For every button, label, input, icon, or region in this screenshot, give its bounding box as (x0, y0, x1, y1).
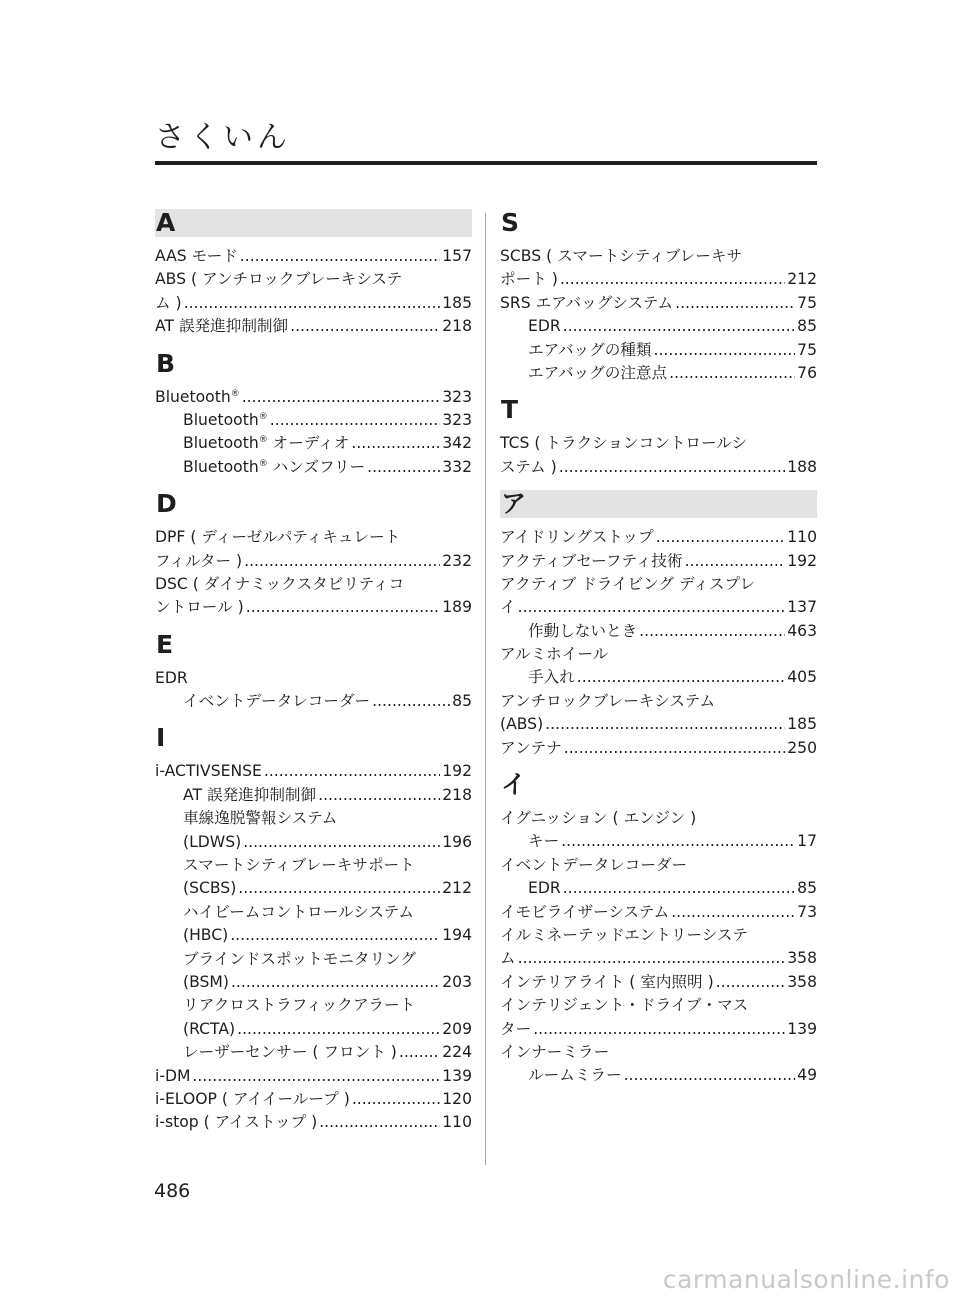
entry-page: 85 (797, 317, 817, 336)
entry-text: (SCBS) (183, 879, 237, 898)
index-entry (155, 948, 472, 971)
leader-dots (518, 947, 786, 970)
leader-dots (240, 245, 440, 268)
entry-page: 110 (442, 1113, 472, 1132)
entry-text: ントロール ) (155, 598, 244, 617)
leader-dots (559, 456, 786, 479)
index-entry[interactable] (155, 690, 472, 713)
leader-dots (561, 830, 795, 853)
entry-text: AAS モード (155, 247, 238, 265)
index-column-left (155, 209, 472, 1146)
entry-text: アクティブ ドライビング ディスプレ (500, 574, 756, 593)
index-section-b (155, 350, 472, 480)
entry-text: AT 誤発進抑制制御 (183, 785, 317, 804)
entry-page: 323 (442, 410, 472, 429)
entry-page: 75 (797, 340, 817, 359)
entry-text: SCBS ( スマートシティブレーキサ (500, 247, 743, 265)
leader-dots (669, 362, 795, 385)
index-entry (500, 643, 817, 666)
index-entry (155, 526, 472, 549)
index-entry (500, 807, 817, 830)
index-entry[interactable] (155, 1041, 472, 1064)
leader-dots (270, 409, 441, 432)
index-entry[interactable] (155, 784, 472, 807)
leader-dots (184, 292, 441, 315)
entry-text: i-ACTIVSENSE (155, 762, 262, 781)
entry-text: DSC ( ダイナミックスタビリティコ (155, 574, 405, 593)
index-entry[interactable] (500, 901, 817, 924)
index-entry[interactable] (500, 971, 817, 994)
entry-text: インテリアライト ( 室内照明 ) (500, 972, 714, 991)
index-entry (155, 994, 472, 1017)
section-heading: E (156, 629, 174, 659)
entry-text: スマートシティブレーキサポート (183, 856, 415, 875)
entry-text: ブラインドスポットモニタリング (183, 949, 416, 968)
entry-text: i-DM (155, 1066, 191, 1085)
index-entry[interactable] (500, 947, 817, 970)
entry-page: 185 (787, 715, 817, 734)
entry-page: 192 (442, 762, 472, 781)
entry-page: 196 (442, 832, 472, 851)
entry-text: (HBC) (183, 926, 229, 945)
index-entry[interactable] (155, 315, 472, 338)
entry-text: AT 誤発進抑制制御 (155, 317, 289, 336)
entry-page: 139 (442, 1066, 472, 1085)
entry-text: エアバッグの注意点 (528, 363, 668, 382)
entry-page: 250 (787, 738, 817, 757)
entry-page: 405 (787, 668, 817, 687)
entry-text: レーザーセンサー ( フロント ) (183, 1043, 397, 1062)
leader-dots (372, 690, 450, 713)
leader-dots (671, 901, 795, 924)
entry-page: 189 (442, 598, 472, 617)
index-section-a-kana (500, 490, 817, 760)
index-entry[interactable] (500, 830, 817, 853)
entry-page: 192 (787, 551, 817, 570)
index-entry[interactable] (155, 1088, 472, 1111)
index-entry (500, 690, 817, 713)
entry-text: Bluetooth® (155, 387, 240, 406)
index-entry (500, 1041, 817, 1064)
leader-dots (624, 1064, 796, 1087)
entry-page: 218 (442, 317, 472, 336)
leader-dots (367, 456, 440, 479)
index-entry[interactable] (155, 971, 472, 994)
entry-page: 209 (442, 1019, 472, 1038)
section-heading: T (501, 395, 519, 425)
registered-mark: ® (258, 435, 268, 446)
entry-text: アクティブセーフティ技術 (500, 551, 683, 570)
entry-text: (RCTA) (183, 1019, 236, 1038)
index-entry[interactable] (500, 620, 817, 643)
leader-dots (230, 924, 440, 947)
leader-dots (639, 620, 785, 643)
entry-text: 車線逸脱警報システム (183, 809, 338, 828)
index-entry[interactable] (155, 1018, 472, 1041)
leader-dots (675, 292, 795, 315)
index-entry (500, 854, 817, 877)
entry-page: 358 (787, 949, 817, 968)
index-entry[interactable] (500, 713, 817, 736)
index-entry (500, 994, 817, 1017)
entry-page: 17 (797, 832, 817, 851)
leader-dots (533, 1018, 785, 1041)
title-rule (155, 161, 817, 165)
entry-text: ABS ( アンチロックブレーキシステ (155, 270, 403, 289)
entry-text: ステム ) (500, 457, 557, 476)
entry-text: Bluetooth® (183, 410, 268, 429)
leader-dots (246, 596, 441, 619)
index-entry[interactable] (500, 456, 817, 479)
index-entry (500, 924, 817, 947)
entry-text: Bluetooth® オーディオ (183, 434, 350, 453)
leader-dots (656, 526, 786, 549)
entry-text: i-ELOOP ( アイイーループ ) (155, 1089, 350, 1108)
section-heading: B (156, 348, 176, 378)
entry-page: 212 (787, 270, 817, 289)
entry-text: アンチロックブレーキシステム (500, 691, 716, 710)
leader-dots (242, 386, 441, 409)
index-entry[interactable] (500, 877, 817, 900)
index-entry[interactable] (500, 666, 817, 689)
leader-dots (238, 877, 440, 900)
page-number: 486 (154, 1180, 191, 1202)
leader-dots (560, 268, 785, 291)
section-heading: D (156, 489, 177, 519)
entry-page: 232 (442, 551, 472, 570)
entry-text: イベントデータレコーダー (500, 855, 688, 874)
leader-dots (290, 315, 440, 338)
entry-text: DPF ( ディーゼルパティキュレート (155, 528, 401, 547)
entry-text: SRS エアバッグシステム (500, 293, 674, 312)
registered-mark: ® (230, 388, 240, 399)
leader-dots (264, 760, 440, 783)
index-entry (500, 245, 817, 268)
index-section-e (155, 631, 472, 714)
leader-dots (563, 877, 795, 900)
entry-text: イベントデータレコーダー (183, 692, 371, 711)
entry-text: キー (528, 832, 560, 851)
page-title: さくいん (155, 120, 291, 155)
index-entry[interactable] (155, 760, 472, 783)
index-entry[interactable] (500, 362, 817, 385)
index-entry[interactable] (155, 924, 472, 947)
index-entry[interactable] (500, 526, 817, 549)
index-entry[interactable] (155, 1111, 472, 1134)
index-section-a (155, 209, 472, 339)
leader-dots (563, 315, 795, 338)
entry-page: 157 (442, 247, 472, 265)
leader-dots (319, 1111, 440, 1134)
entry-page: 323 (442, 387, 472, 406)
index-entry[interactable] (500, 315, 817, 338)
leader-dots (399, 1041, 440, 1064)
entry-text: EDR (528, 879, 561, 898)
section-heading: S (501, 208, 520, 237)
column-divider (485, 213, 486, 1165)
index-entry (155, 573, 472, 596)
entry-page: 358 (787, 972, 817, 991)
index-entry[interactable] (500, 1018, 817, 1041)
entry-text: ポート ) (500, 270, 558, 289)
index-entry[interactable] (500, 339, 817, 362)
entry-text: ルームミラー (528, 1066, 622, 1085)
entry-text: アンテナ (500, 738, 562, 757)
leader-dots (518, 596, 786, 619)
entry-text: (ABS) (500, 715, 544, 734)
index-entry[interactable] (155, 550, 472, 573)
entry-text: フィルター ) (155, 551, 243, 570)
entry-page: 203 (442, 972, 472, 991)
index-entry[interactable] (155, 456, 472, 479)
entry-page: 463 (787, 621, 817, 640)
index-entry[interactable] (155, 245, 472, 268)
index-entry[interactable] (155, 1065, 472, 1088)
leader-dots (237, 1018, 440, 1041)
index-entry (500, 432, 817, 455)
entry-text: 作動しないとき (528, 621, 638, 640)
entry-page: 75 (797, 293, 817, 312)
entry-text: インナーミラー (500, 1042, 610, 1061)
index-entry (155, 667, 472, 690)
entry-page: 194 (442, 926, 472, 945)
index-entry (500, 573, 817, 596)
entry-text: ハイビームコントロールシステム (183, 902, 415, 921)
entry-text: イモビライザーシステム (500, 902, 670, 921)
index-entry[interactable] (155, 831, 472, 854)
entry-text: ター (500, 1019, 532, 1038)
entry-text: (BSM) (183, 972, 229, 991)
leader-dots (564, 737, 785, 760)
entry-page: 85 (452, 692, 472, 711)
index-entry[interactable] (155, 877, 472, 900)
section-heading: イ (501, 770, 527, 800)
entry-text: アルミホイール (500, 645, 609, 664)
entry-text: イルミネーテッドエントリーシステ (500, 925, 748, 944)
entry-text: EDR (155, 668, 188, 687)
registered-mark: ® (258, 458, 268, 469)
leader-dots (243, 831, 440, 854)
entry-page: 185 (442, 293, 472, 312)
index-entry (155, 807, 472, 830)
index-entry[interactable] (500, 550, 817, 573)
entry-page: 139 (787, 1019, 817, 1038)
entry-text: (LDWS) (183, 832, 242, 851)
entry-page: 224 (442, 1043, 472, 1062)
watermark: carmanualsonline.info (662, 1265, 950, 1294)
entry-text: Bluetooth® ハンズフリー (183, 457, 366, 476)
index-entry[interactable] (500, 596, 817, 619)
entry-text: エアバッグの種類 (528, 340, 652, 359)
leader-dots (192, 1065, 440, 1088)
entry-text: リアクロストラフィックアラート (183, 996, 416, 1015)
leader-dots (351, 432, 440, 455)
index-entry (155, 854, 472, 877)
index-entry (155, 901, 472, 924)
index-entry[interactable] (500, 268, 817, 291)
index-section-i (155, 724, 472, 1134)
leader-dots (244, 550, 440, 573)
section-heading: I (156, 723, 166, 753)
index-entry[interactable] (500, 737, 817, 760)
leader-dots (685, 550, 786, 573)
entry-page: 212 (442, 879, 472, 898)
index-column-right (500, 209, 817, 1099)
index-entry[interactable] (155, 432, 472, 455)
leader-dots (231, 971, 440, 994)
index-entry[interactable] (500, 1064, 817, 1087)
entry-page: 49 (797, 1066, 817, 1085)
index-entry (155, 268, 472, 291)
index-entry[interactable] (500, 292, 817, 315)
entry-text: EDR (528, 317, 561, 336)
entry-text: ム ) (155, 293, 182, 312)
index-section-t (500, 396, 817, 479)
leader-dots (654, 339, 796, 362)
entry-page: 73 (797, 902, 817, 921)
entry-page: 85 (797, 879, 817, 898)
leader-dots (318, 784, 440, 807)
entry-page: 188 (787, 457, 817, 476)
index-entry[interactable] (155, 292, 472, 315)
entry-text: イ (500, 598, 516, 617)
leader-dots (716, 971, 786, 994)
index-entry[interactable] (155, 386, 472, 409)
entry-page: 120 (442, 1089, 472, 1108)
entry-page: 76 (797, 363, 817, 382)
index-entry[interactable] (155, 409, 472, 432)
section-heading: A (155, 209, 472, 237)
entry-page: 137 (787, 598, 817, 617)
leader-dots (577, 666, 785, 689)
entry-page: 110 (787, 528, 817, 547)
index-entry[interactable] (155, 596, 472, 619)
entry-text: ム (500, 949, 516, 968)
index-section-d (155, 490, 472, 620)
entry-text: インテリジェント・ドライブ・マス (500, 996, 749, 1015)
entry-text: イグニッション ( エンジン ) (500, 809, 697, 828)
entry-page: 218 (442, 785, 472, 804)
entry-text: TCS ( トラクションコントロールシ (500, 434, 748, 453)
entry-text: 手入れ (528, 668, 575, 687)
entry-text: i-stop ( アイストップ ) (155, 1113, 318, 1132)
entry-text: アイドリングストップ (500, 528, 654, 547)
registered-mark: ® (258, 411, 268, 422)
index-section-s (500, 209, 817, 385)
leader-dots (352, 1088, 440, 1111)
entry-page: 342 (442, 434, 472, 453)
entry-page: 332 (442, 457, 472, 476)
leader-dots (545, 713, 785, 736)
section-heading: ア (500, 490, 817, 518)
index-section-i-kana (500, 771, 817, 1088)
